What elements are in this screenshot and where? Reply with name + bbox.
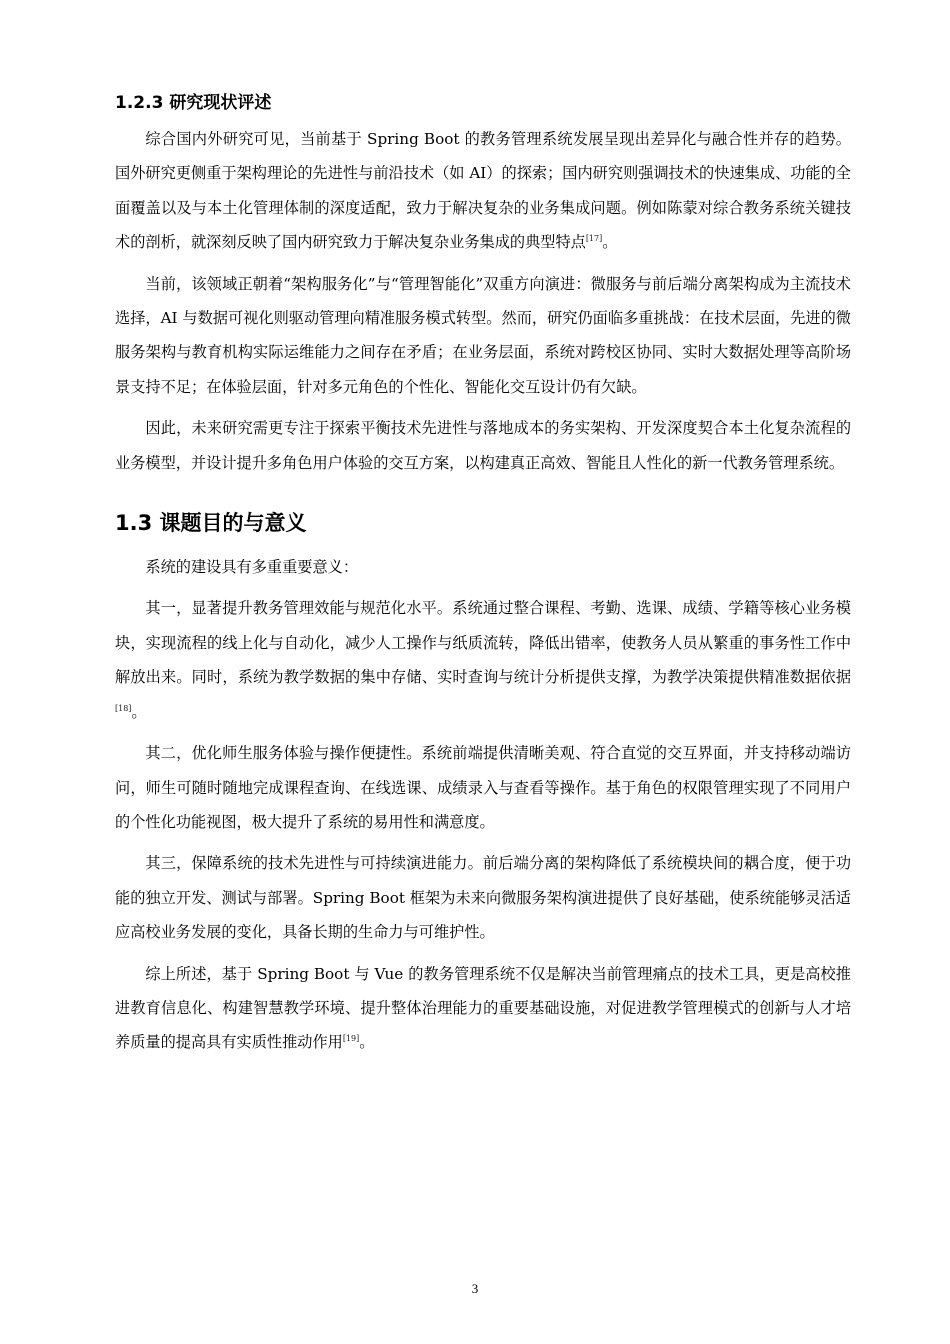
section-heading-1-3: 1.3 课题目的与意义: [115, 511, 307, 536]
paragraph-text: 综合国内外研究可见，当前基于 Spring Boot 的教务管理系统发展呈现出差异化与融合性并存的趋势。国外研究更侧重于架构理论的先进性与前沿技术（如 AI）的探索；国内研究则强调技术的快速集成、功能的全面覆盖以及与本土化管理体制的深度适配，致力于解决复杂的业务集成问题。例如陈蒙对综合教务系统关键技术的剖析，就深刻反映了国内研究致力于解决复杂业务集成的典型特点: [115, 130, 851, 252]
paragraph-text: 综上所述，基于 Spring Boot 与 Vue 的教务管理系统不仅是解决当前管理痛点的技术工具，更是高校推进教育信息化、构建智慧教学环境、提升整体治理能力的重要基础设施，对促进教学管理模式的创新与人才培养质量的提高具有实质性推动作用: [115, 964, 851, 1052]
paragraph-significance-intro: [115, 550, 851, 584]
paragraph-text: 系统的建设具有多重重要意义：: [145, 558, 359, 577]
paragraph-tail: 。: [131, 702, 147, 721]
paragraph-significance-3: [115, 846, 851, 949]
paragraph-text: 其二，优化师生服务体验与操作便捷性。系统前端提供清晰美观、符合直觉的交互界面，并支持移动端访问，师生可随时随地完成课程查询、在线选课、成绩录入与查看等操作。基于角色的权限管理实现了不同用户的个性化功能视图，极大提升了系统的易用性和满意度。: [115, 744, 851, 831]
section-heading-1-2-3: 1.2.3 研究现状评述: [115, 93, 272, 113]
paragraph-text: 其一，显著提升教务管理效能与规范化水平。系统通过整合课程、考勤、选课、成绩、学籍等核心业务模块，实现流程的线上化与自动化，减少人工操作与纸质流转，降低出错率，使教务人员从繁重的事务性工作中解放出来。同时，系统为教学数据的集中存储、实时查询与统计分析提供支撑，为教学决策提供精准数据依据: [115, 599, 851, 687]
paragraph-significance-1: [115, 591, 851, 729]
page-number: 3: [471, 1281, 479, 1296]
paragraph-text: 其三，保障系统的技术先进性与可持续演进能力。前后端分离的架构降低了系统模块间的耦合度，便于功能的独立开发、测试与部署。Spring Boot 框架为未来向微服务架构演进提供了良好基础，使系统能够灵活适应高校业务发展的变化，具备长期的生命力与可维护性。: [115, 854, 851, 942]
paragraph-conclusion: [115, 957, 851, 1060]
paragraph-tail: 。: [602, 233, 618, 252]
paragraph-significance-2: [115, 736, 851, 839]
citation-ref[interactable]: [19]: [342, 1034, 360, 1044]
paragraph-tail: 。: [359, 1033, 375, 1052]
paragraph-text: 当前，该领域正朝着“架构服务化”与“管理智能化”双重方向演进：微服务与前后端分离架构成为主流技术选择，AI 与数据可视化则驱动管理向精准服务模式转型。然而，研究仍面临多重挑战：在技术层面，先进的微服务架构与教育机构实际运维能力之间存在矛盾；在业务层面，系统对跨校区协同、实时大数据处理等高阶场景支持不足；在体验层面，针对多元角色的个性化、智能化交互设计仍有欠缺。: [115, 274, 851, 396]
document-page: [115, 88, 851, 1067]
paragraph-summary-2: [115, 267, 851, 405]
citation-ref[interactable]: [17]: [585, 234, 603, 244]
paragraph-summary-1: [115, 122, 851, 260]
citation-ref[interactable]: [18]: [115, 703, 132, 713]
paragraph-text: 因此，未来研究需更专注于探索平衡技术先进性与落地成本的务实架构、开发深度契合本土化复杂流程的业务模型，并设计提升多角色用户体验的交互方案，以构建真正高效、智能且人性化的新一代教务管理系统。: [115, 419, 851, 472]
paragraph-summary-3: [115, 411, 851, 480]
